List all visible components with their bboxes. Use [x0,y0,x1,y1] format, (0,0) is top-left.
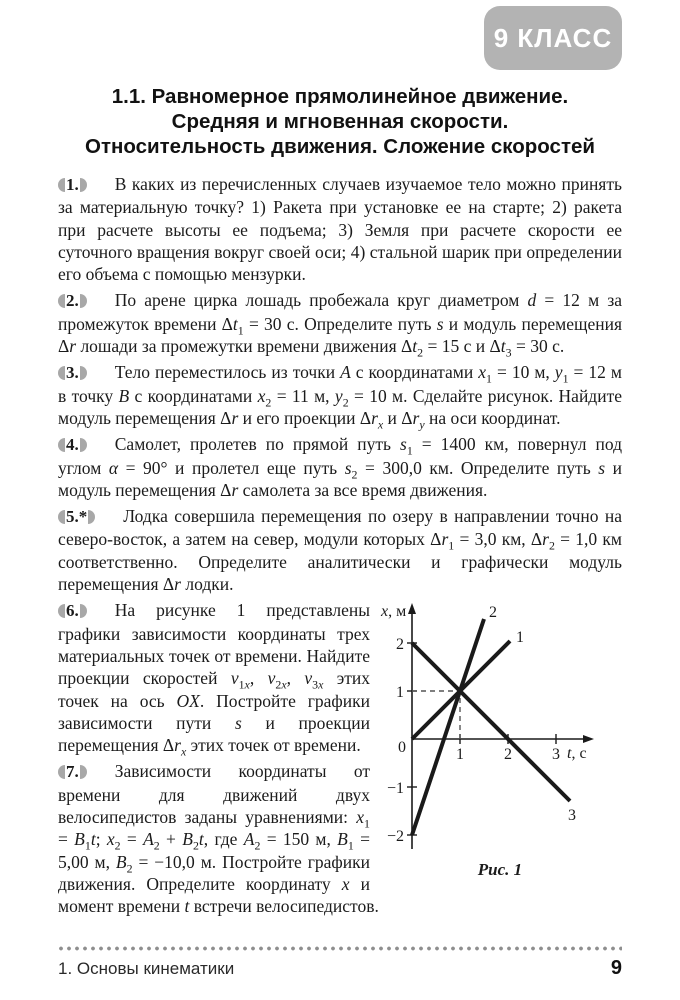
marker-left-halfdisk-icon [58,178,65,192]
problem-5 [58,505,622,595]
line-3-label: 3 [568,807,576,825]
marker-right-halfdisk-icon [80,178,87,192]
problem-2-text: По арене цирка лошадь пробежала круг диаметром d = 12 м за промежуток времени $\Delta t_1 = 30$ с. Определите путь s и модуль перемещения Δr лошади за промежутки времени движения $\Delta t_2 = 15$ с и $\Delta t_3 = 30$ с. [58,290,622,360]
problem-7-number: 7. [58,761,87,781]
problem-4-text: Самолет, пролетев по прямой путь $s_1 = 1400$ км, повернул под углом α = 90° и пролетел еще путь $s_2 = 300,0$ км. Определите путь s и модуль перемещения Δr самолета за все время движения. [58,434,622,500]
marker-left-halfdisk-icon [58,438,65,452]
chapter-name: 1. Основы кинематики [58,959,235,978]
marker-right-halfdisk-icon [88,510,95,524]
section-title [58,84,622,159]
problem-5-text: Лодка совершила перемещения по озеру в направлении точно на северо-восток, а затем на север, модули которых $\Delta r_1 = 3,0$ км, $\Delta r_2 = 1,0$ км соответственно. Определите аналитически и графически модуль перемещения Δr лодки. [58,506,622,595]
origin-label: 0 [398,739,406,757]
grade-badge-label: 9 КЛАСС [493,22,613,53]
y-tick-1: 1 [396,684,404,702]
problem-6-text: На рисунке 1 представлены графики зависимости координаты трех материальных точек от времени. Найдите проекции скоростей $v_{1x}$, $v_{2x}$, $v_{3x}$ этих точек на ось OX. Постройте графики зависимости пути s и проекции перемещения $\Delta r_x$ этих точек от времени. [58,600,371,759]
graph-lines [412,619,570,835]
page-number: 9 [610,957,622,979]
x-axis-label: t, с [567,745,587,763]
marker-right-halfdisk-icon [80,366,87,380]
problem-2-number: 2. [58,290,87,310]
line-3 [412,643,570,801]
problem-5-number: 5.* [58,506,95,526]
problem-6-number: 6. [58,600,87,620]
problem-4 [58,433,622,501]
problem-4-number: 4. [58,434,87,454]
line-1-label: 1 [516,629,524,647]
figure-caption: Рис. 1 [477,860,523,880]
x-axis-arrow-icon [583,735,594,743]
x-tick-3: 3 [552,746,560,764]
section-title-line-2: Средняя и мгновенная скорости. [171,110,509,133]
y-tick-2: 2 [396,636,404,654]
y-tick-m1: −1 [386,780,404,798]
marker-right-halfdisk-icon [80,438,87,452]
footer-row [58,957,622,980]
marker-left-halfdisk-icon [58,604,65,618]
problem-1 [58,173,622,285]
problem-3 [58,361,622,432]
y-tick-m2: −2 [386,828,404,846]
problem-3-number: 3. [58,362,87,382]
section-title-line-1: 1.1. Равномерное прямолинейное движение. [111,85,569,108]
page-footer [58,945,622,980]
marker-right-halfdisk-icon [80,604,87,618]
y-axis-arrow-icon [408,603,416,614]
line-2-label: 2 [489,604,497,622]
marker-right-halfdisk-icon [80,294,87,308]
problem-3-text: Тело переместилось из точки A с координатами $x_1 = 10$ м, $y_1 = 12$ м в точку B с координатами $x_2 = 11$ м, $y_2 = 10$ м. Сделайте рисунок. Найдите модуль перемещения Δr и его проекции $\Delta r_x$ и $\Delta r_y$ на оси координат. [58,362,622,432]
problem-2 [58,289,622,360]
marker-left-halfdisk-icon [58,510,65,524]
marker-left-halfdisk-icon [58,765,65,779]
position-time-graph [378,599,622,855]
section-title-line-3: Относительность движения. Сложение скоростей [85,135,595,158]
x-tick-2: 2 [504,746,512,764]
grade-badge [484,6,622,70]
marker-left-halfdisk-icon [58,366,65,380]
y-axis-label: x, м [381,603,407,621]
problem-7-text: Зависимости координаты от времени для движений двух велосипедистов заданы уравнениями: $x_1 = B_1t$; $x_2 = A_2 + B_2t$, где $A_2 = 150$ м, $B_1 = 5,00$ м, $B_2 = -10,0$ м. Постройте графики движения. Определите координату x и момент времени t встречи велосипедистов. [58,761,379,917]
x-tick-1: 1 [456,746,464,764]
marker-right-halfdisk-icon [80,765,87,779]
marker-left-halfdisk-icon [58,294,65,308]
dotted-separator [58,945,622,952]
problem-1-text: В каких из перечисленных случаев изучаемое тело можно принять за материальную точку? 1) Ракета при установке ее на старте; 2) ракета при расчете высоты ее подъема; 3) Земля при расчете скорости ее суточного вращения вокруг своей оси; 4) стальной шарик при определении его объема с помощью мензурки. [58,174,622,285]
problem-1-number: 1. [58,174,87,194]
figure-1 [378,599,622,880]
